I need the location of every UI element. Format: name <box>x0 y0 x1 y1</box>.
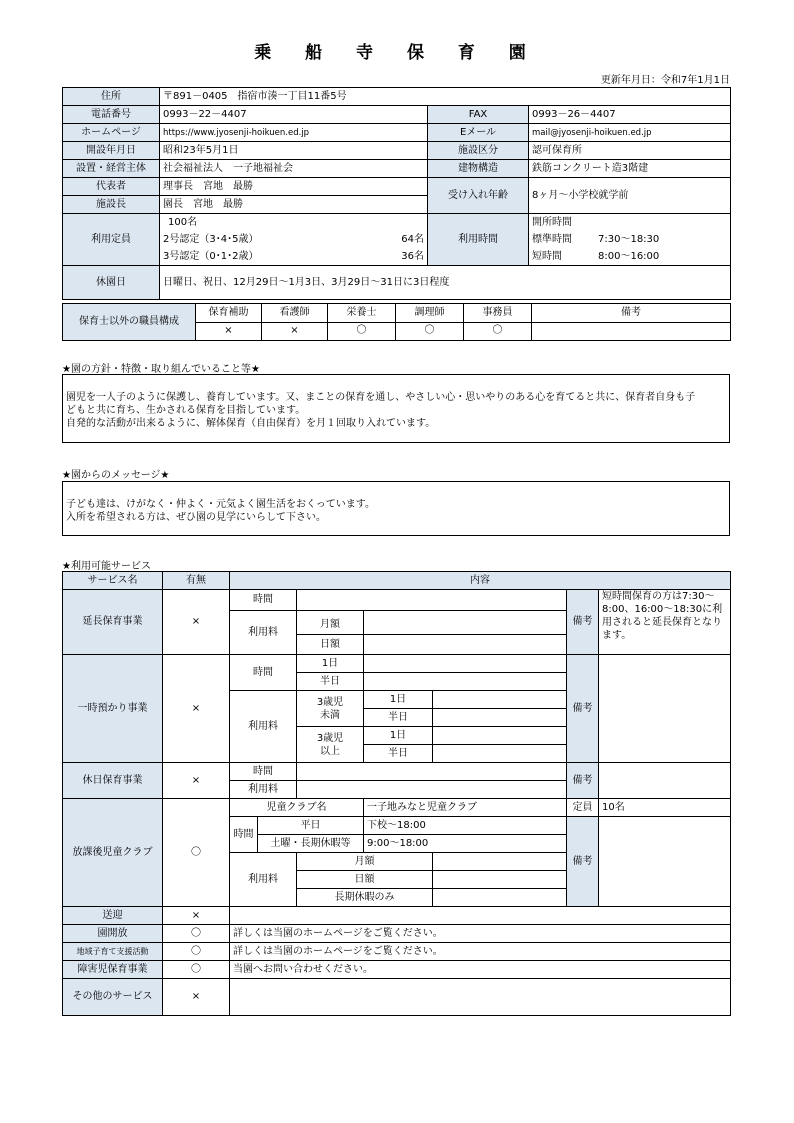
temp-half-day-value <box>364 673 567 691</box>
extended-name: 延長保育事業 <box>63 590 163 655</box>
extended-monthly-label: 月額 <box>297 615 364 635</box>
tel-label: 電話番号 <box>63 106 160 124</box>
fax-value: 0993－26－4407 <box>529 106 731 124</box>
staff-header: 備考 <box>532 304 731 323</box>
extended-daily-label: 日額 <box>297 635 364 655</box>
policy-heading: ★園の方針・特徴・取り組んでいること等★ <box>62 364 260 375</box>
extended-monthly-value <box>364 615 567 635</box>
holiday-care-fee-label: 利用料 <box>230 781 297 799</box>
cap2-value: 64名 <box>362 231 428 248</box>
temp-over3-half-day-value <box>433 745 567 763</box>
other-name: その他のサービス <box>63 979 163 1016</box>
temp-avail: × <box>163 655 230 763</box>
support-name: 地域子育て支援活動 <box>63 943 163 961</box>
col-availability: 有無 <box>163 572 230 590</box>
staff-header: 事務員 <box>464 304 532 323</box>
club-saturday-time: 9:00～18:00 <box>364 835 567 853</box>
services-table <box>62 571 731 1016</box>
director-label: 施設長 <box>63 196 160 214</box>
hours-short-value: 8:00～16:00 <box>598 250 660 262</box>
club-daily-label: 日額 <box>297 871 433 889</box>
holiday-care-time-label: 時間 <box>230 763 297 781</box>
staff-header: 調理師 <box>396 304 464 323</box>
hours-short-label: 短時間 <box>532 250 562 262</box>
open-name: 園開放 <box>63 925 163 943</box>
category-value: 認可保育所 <box>529 142 731 160</box>
staff-header: 栄養士 <box>328 304 396 323</box>
staff-value: 〇 <box>328 322 396 341</box>
extended-notes: 短時間保育の方は7:30～8:00、16:00～18:30に利用されると延長保育となります。 <box>599 590 731 655</box>
fax-label: FAX <box>428 106 529 124</box>
extended-fee-label: 利用料 <box>230 611 297 655</box>
temp-time-label: 時間 <box>230 655 297 691</box>
services-heading: ★利用可能サービス <box>62 561 151 572</box>
tel-value: 0993－22－4407 <box>160 106 428 124</box>
extended-time-value <box>297 590 567 611</box>
temp-one-day: 1日 <box>297 655 364 673</box>
club-monthly-value <box>433 853 567 871</box>
support-content: 詳しくは当園のホームページをご覧ください。 <box>230 943 731 961</box>
temp-over3-one-day-value <box>433 727 567 745</box>
capacity-label: 利用定員 <box>63 214 160 266</box>
info-table <box>62 87 731 300</box>
club-daily-value <box>433 871 567 889</box>
temp-under3-label: 3歳児 未満 <box>297 691 364 727</box>
open-avail: 〇 <box>163 925 230 943</box>
club-long-holiday-value <box>433 889 567 907</box>
temp-one-day-value <box>364 655 567 673</box>
building-label: 建物構造 <box>428 160 529 178</box>
other-avail: × <box>163 979 230 1016</box>
operator-label: 設置・経営主体 <box>63 160 160 178</box>
temp-under3-half-day-value <box>433 709 567 727</box>
representative-label: 代表者 <box>63 178 160 196</box>
temp-name: 一時預かり事業 <box>63 655 163 763</box>
temp-under3-half-day: 半日 <box>364 709 433 727</box>
temp-fee-label: 利用料 <box>230 691 297 763</box>
disabled-content: 当園へお問い合わせください。 <box>230 961 731 979</box>
temp-half-day: 半日 <box>297 673 364 691</box>
email-label: Eメール <box>428 124 529 142</box>
temp-over3-half-day: 半日 <box>364 745 433 763</box>
homepage-label: ホームページ <box>63 124 160 142</box>
operator-value: 社会福祉法人 一子地福祉会 <box>160 160 428 178</box>
staff-header: 看護師 <box>262 304 328 323</box>
afterschool-name: 放課後児童クラブ <box>63 799 163 907</box>
message-heading: ★園からのメッセージ★ <box>62 470 170 481</box>
holiday-care-fee-value <box>297 781 567 799</box>
cap3-label: 3号認定（0･1･2歳） <box>160 248 362 266</box>
hours-std-label: 標準時間 <box>532 233 572 245</box>
staff-table <box>62 303 731 341</box>
afterschool-avail: 〇 <box>163 799 230 907</box>
temp-notes <box>599 655 731 763</box>
staff-value <box>532 322 731 341</box>
other-content <box>230 979 731 1016</box>
updated-date: 更新年月日：令和7年1月1日 <box>600 75 730 86</box>
temp-under3-one-day-value <box>433 691 567 709</box>
category-label: 施設区分 <box>428 142 529 160</box>
staff-value: 〇 <box>464 322 532 341</box>
transport-avail: × <box>163 907 230 925</box>
club-long-holiday-label: 長期休暇のみ <box>297 889 433 907</box>
holiday-care-notes <box>599 763 731 799</box>
address-label: 住所 <box>63 88 160 106</box>
transport-content <box>230 907 731 925</box>
club-fee-label: 利用料 <box>230 853 297 907</box>
club-time-label: 時間 <box>230 817 258 853</box>
cap3-value: 36名 <box>362 248 428 266</box>
staff-value: × <box>196 322 262 341</box>
disabled-name: 障害児保育事業 <box>63 961 163 979</box>
page-title: 乗 船 寺 保 育 園 <box>254 43 540 63</box>
holiday-label: 休園日 <box>63 266 160 300</box>
support-avail: 〇 <box>163 943 230 961</box>
transport-name: 送迎 <box>63 907 163 925</box>
temp-over3-one-day: 1日 <box>364 727 433 745</box>
club-weekday-time: 下校～18:00 <box>364 817 567 835</box>
club-notes <box>599 817 731 907</box>
holiday-care-avail: × <box>163 763 230 799</box>
club-saturday-label: 土曜・長期休暇等 <box>258 835 364 853</box>
age-value: 8ヶ月～小学校就学前 <box>529 178 731 214</box>
building-value: 鉄筋コンクリート造3階建 <box>529 160 731 178</box>
col-service-name: サービス名 <box>63 572 163 590</box>
staff-header: 保育補助 <box>196 304 262 323</box>
temp-under3-one-day: 1日 <box>364 691 433 709</box>
director-value: 園長 宮地 最勝 <box>160 196 428 214</box>
opened-label: 開設年月日 <box>63 142 160 160</box>
holiday-care-time-value <box>297 763 567 781</box>
homepage-link[interactable]: https://www.jyosenji-hoikuen.ed.jp <box>160 124 428 142</box>
extended-notes-label: 備考 <box>567 590 599 655</box>
club-notes-label: 備考 <box>567 817 599 907</box>
staff-value: 〇 <box>396 322 464 341</box>
staff-value: × <box>262 322 328 341</box>
hours-open: 開所時間 <box>529 214 731 232</box>
representative-value: 理事長 宮地 最勝 <box>160 178 428 196</box>
disabled-avail: 〇 <box>163 961 230 979</box>
opened-value: 昭和23年5月1日 <box>160 142 428 160</box>
club-monthly-label: 月額 <box>297 853 433 871</box>
club-capacity-label: 定員 <box>567 799 599 817</box>
extended-time-label: 時間 <box>230 590 297 611</box>
club-name-value: 一子地みなと児童クラブ <box>364 799 567 817</box>
address-value: 〒891－0405 指宿市湊一丁目11番5号 <box>160 88 731 106</box>
email-link[interactable]: mail@jyosenji-hoikuen.ed.jp <box>529 124 731 142</box>
message-text: 子ども達は、けがなく・仲よく・元気よく園生活をおくっています。 入所を希望される方は、ぜひ園の見学にいらして下さい。 <box>66 499 375 523</box>
temp-over3-label: 3歳児 以上 <box>297 727 364 763</box>
temp-notes-label: 備考 <box>567 655 599 763</box>
holiday-value: 日曜日、祝日、12月29日～1月3日、3月29日～31日に3日程度 <box>160 266 731 300</box>
extended-avail: × <box>163 590 230 655</box>
extended-daily-value <box>364 635 567 655</box>
holiday-care-name: 休日保育事業 <box>63 763 163 799</box>
hours-std-value: 7:30～18:30 <box>598 233 660 245</box>
col-content: 内容 <box>230 572 731 590</box>
policy-box <box>62 374 730 443</box>
club-name-label: 児童クラブ名 <box>230 799 364 817</box>
club-weekday-label: 平日 <box>258 817 364 835</box>
cap2-label: 2号認定（3･4･5歳） <box>160 231 362 248</box>
open-content: 詳しくは当園のホームページをご覧ください。 <box>230 925 731 943</box>
staff-label: 保育士以外の職員構成 <box>63 304 196 341</box>
message-box <box>62 481 730 536</box>
holiday-care-notes-label: 備考 <box>567 763 599 799</box>
capacity-total: 100名 <box>160 214 428 232</box>
hours-label: 利用時間 <box>428 214 529 266</box>
policy-text: 園児を一人子のように保護し、養育しています。又、まことの保育を通し、やさしい心・思いやりのある心を育てると共に、保育者自身も子 どもと共に育ち、生かされる保育を目指しています。 自発的な活動が出来るように、解体保育（自由保育）を月１回取り入れています。 <box>66 392 696 429</box>
age-label: 受け入れ年齢 <box>428 178 529 214</box>
club-capacity-value: 10名 <box>599 799 731 817</box>
